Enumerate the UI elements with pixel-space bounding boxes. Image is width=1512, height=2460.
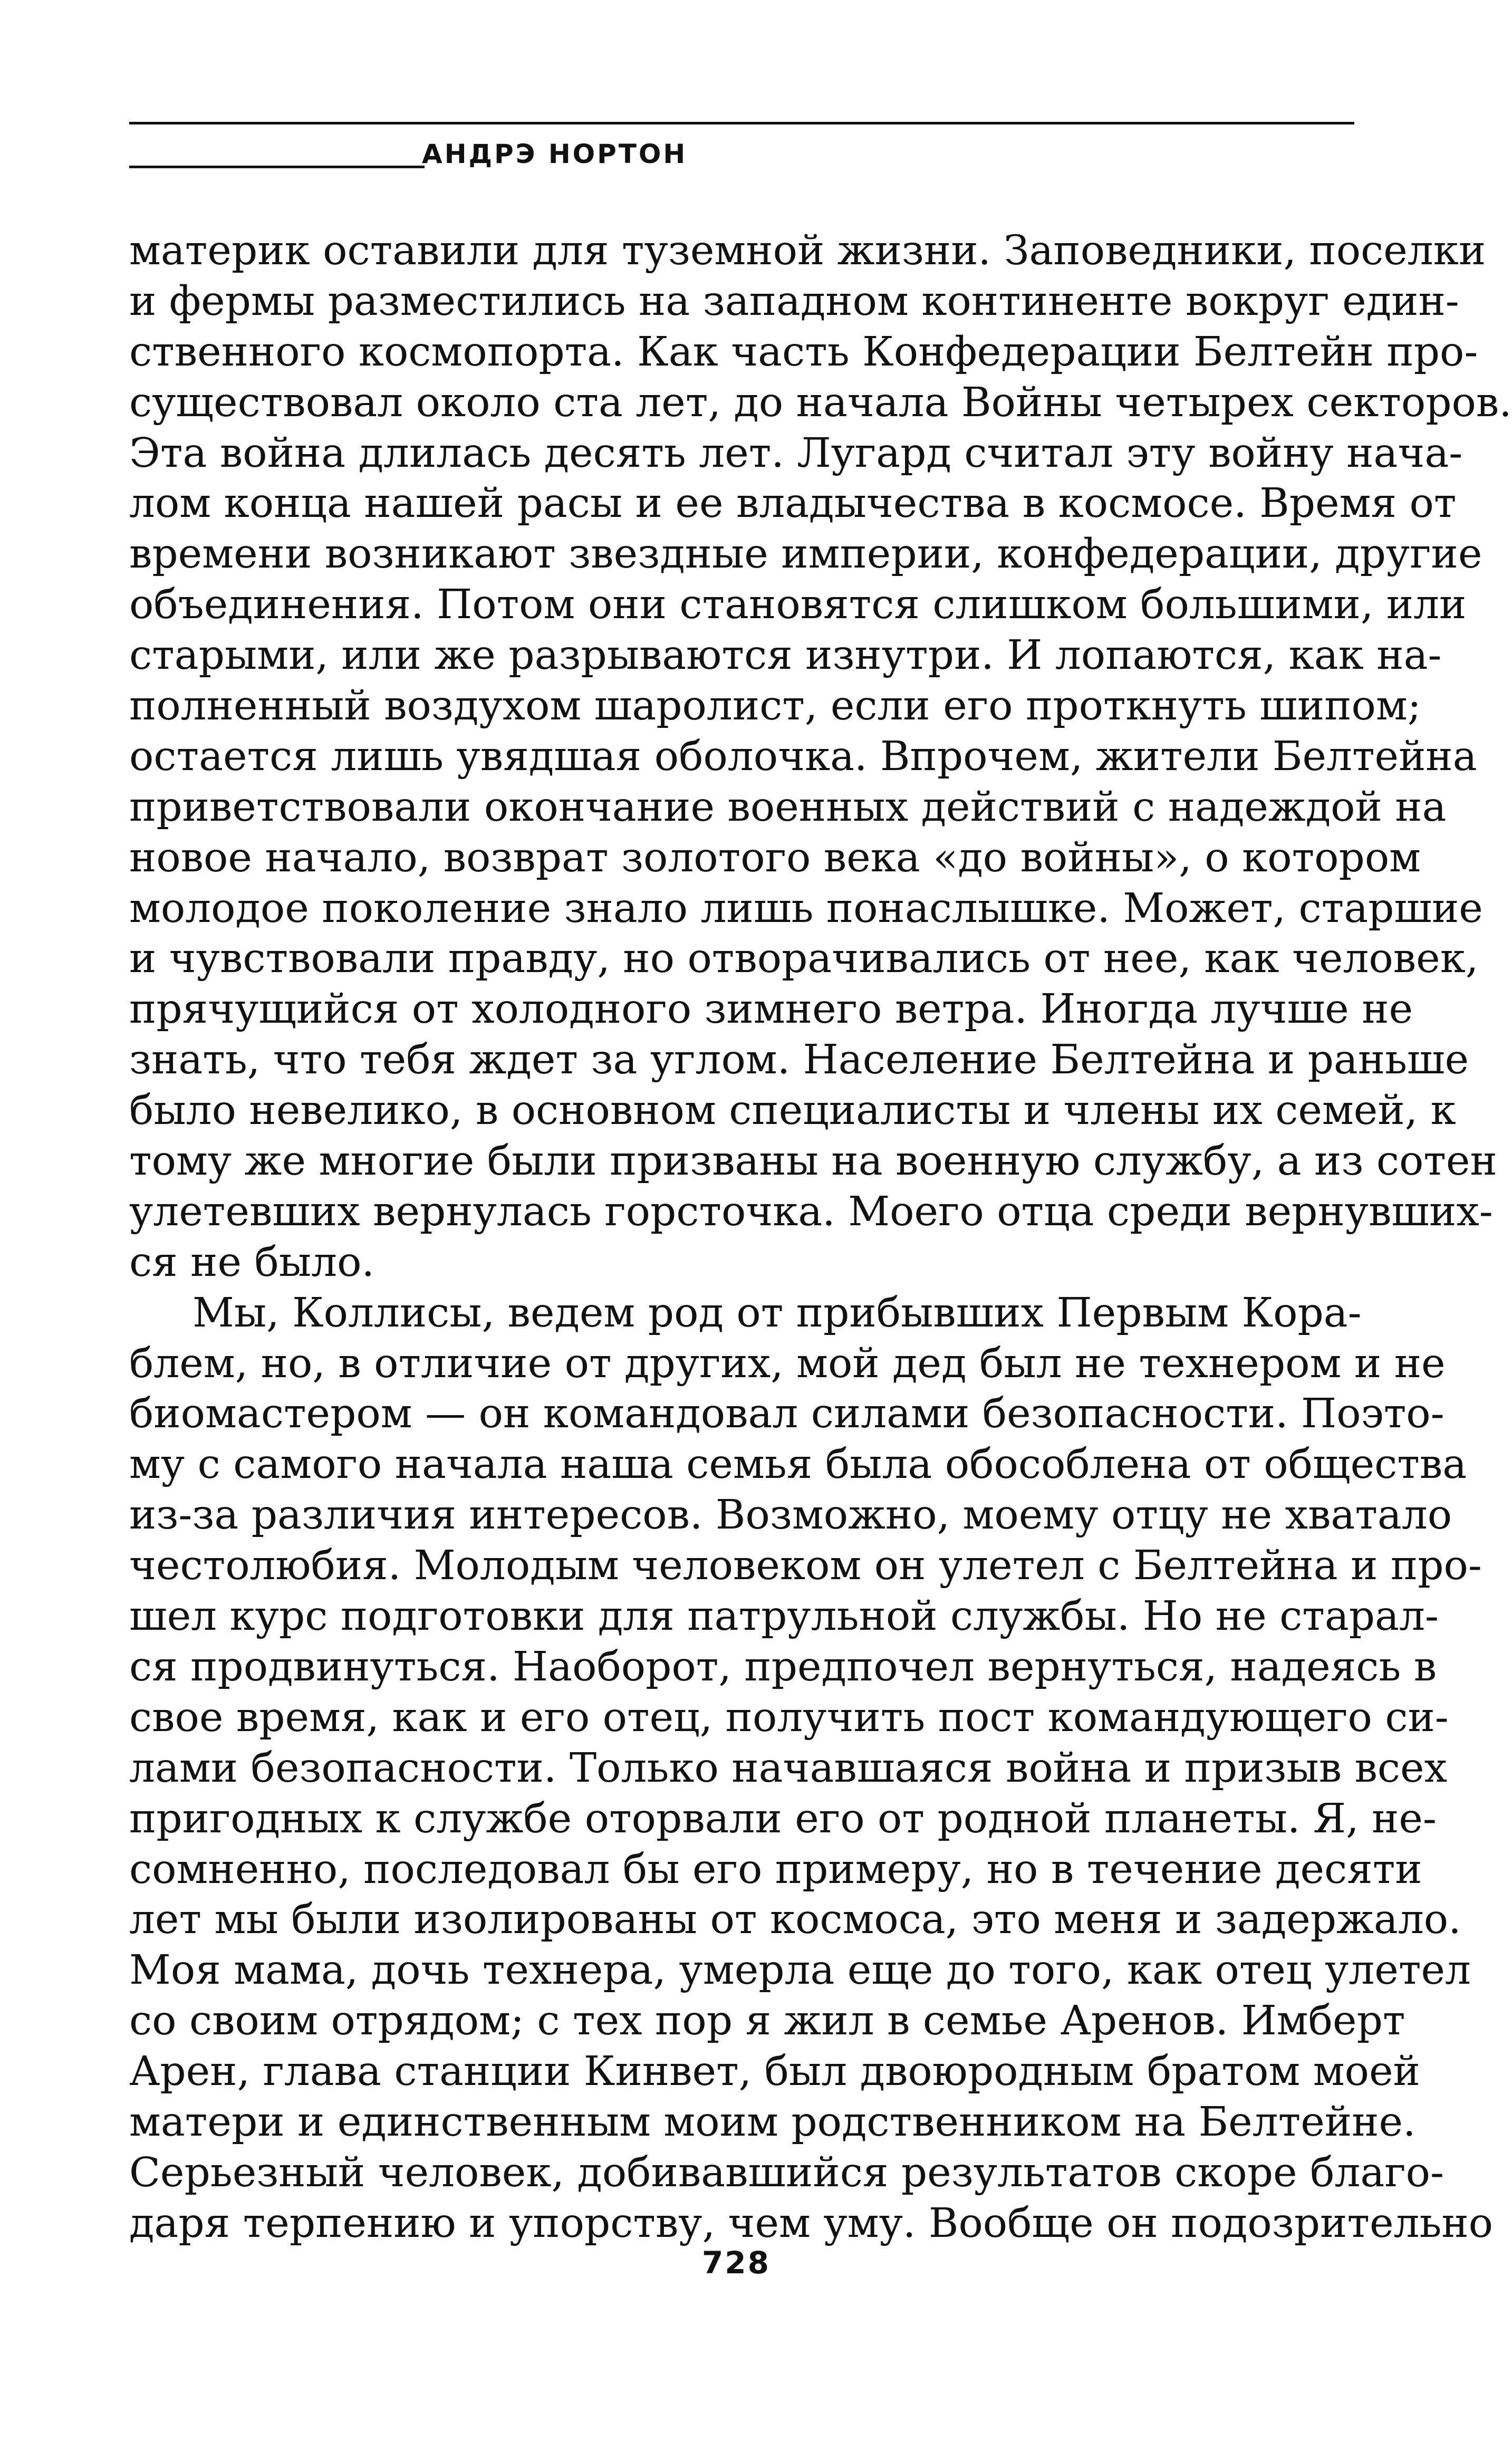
body-text [129,226,1512,2249]
text-line: биомастером — он командовал силами безопасности. Поэто- [129,1390,1444,1438]
text-line: свое время, как и его отец, получить пост командующего си- [129,1694,1449,1741]
paragraph [129,226,1512,1288]
text-line: матери и единственным моим родственником на Белтейне. [129,2098,1416,2146]
text-line: старыми, или же разрываются изнутри. И лопаются, как на- [129,632,1442,679]
page-number: 728 [701,2245,771,2281]
text-line: пригодных к службе оторвали его от родной планеты. Я, не- [129,1795,1437,1842]
text-line: улетевших вернулась горсточка. Моего отца среди вернувших- [129,1188,1493,1235]
text-line: молодое поколение знало лишь понаслышке. Может, старшие [129,885,1483,932]
text-line: было невелико, в основном специалисты и члены их семей, к [129,1087,1456,1135]
text-line: объединения. Потом они становятся слишком большими, или [129,581,1467,629]
text-line: полненный воздухом шаролист, если его проткнуть шипом; [129,683,1421,730]
text-line: времени возникают звездные империи, конфедерации, другие [129,531,1482,578]
text-line: и чувствовали правду, но отворачивались от нее, как человек, [129,935,1479,983]
text-line: тому же многие были призваны на военную службу, а из сотен [129,1138,1497,1185]
text-line: Моя мама, дочь технера, умерла еще до того, как отец улетел [129,1947,1471,1994]
header-top-rule [129,122,1354,124]
text-line: Эта война длилась десять лет. Лугард считал эту войну нача- [129,429,1463,477]
text-line: остается лишь увядшая оболочка. Впрочем, жители Белтейна [129,733,1477,780]
running-head-title: АНДРЭ НОРТОН [422,139,688,169]
running-head [129,138,1354,175]
text-line: му с самого начала наша семья была обособлена от общества [129,1441,1467,1488]
text-line: существовал около ста лет, до начала Войны четырех секторов. [129,379,1512,426]
text-line: Серьезный человек, добивавшийся результатов скоре благо- [129,2149,1444,2196]
text-line: даря терпению и упорству, чем уму. Вообще он подозрительно [129,2199,1494,2247]
text-line: ся не было. [129,1238,374,1286]
text-line: ственного космопорта. Как часть Конфедерации Белтейн про- [129,328,1478,376]
text-line: лом конца нашей расы и ее владычества в космосе. Время от [129,480,1457,527]
text-line: честолюбия. Молодым человеком он улетел с Белтейна и про- [129,1542,1482,1590]
text-line: новое начало, возврат золотого века «до войны», о котором [129,834,1421,881]
running-head-rule [129,166,425,168]
text-line: лами безопасности. Только начавшаяся война и призыв всех [129,1744,1448,1792]
text-line: прячущийся от холодного зимнего ветра. Иногда лучше не [129,986,1413,1033]
text-line: ся продвинуться. Наоборот, предпочел вернуться, надеясь в [129,1643,1437,1690]
text-line: приветствовали окончание военных действий с надеждой на [129,783,1447,831]
text-line: блем, но, в отличие от других, мой дед был не технером и не [129,1340,1446,1387]
text-line: и фермы разместились на западном континенте вокруг един- [129,277,1459,325]
text-line: сомненно, последовал бы его примеру, но в течение десяти [129,1846,1422,1893]
text-line: лет мы были изолированы от космоса, это меня и задержало. [129,1896,1461,1944]
text-line: Мы, Коллисы, ведем род от прибывших Первым Кора- [192,1289,1362,1337]
text-line: со своим отрядом; с тех пор я жил в семье Аренов. Имберт [129,1997,1405,2045]
text-line: шел курс подготовки для патрульной службы. Но не старал- [129,1593,1439,1640]
text-line: из-за различия интересов. Возможно, моему отцу не хватало [129,1492,1452,1539]
paragraph [129,1288,1494,2249]
text-line: материк оставили для туземной жизни. Заповедники, поселки [129,227,1486,274]
text-line: Арен, глава станции Кинвет, был двоюродным братом моей [129,2048,1420,2096]
text-line: знать, что тебя ждет за углом. Население Белтейна и раньше [129,1036,1469,1084]
